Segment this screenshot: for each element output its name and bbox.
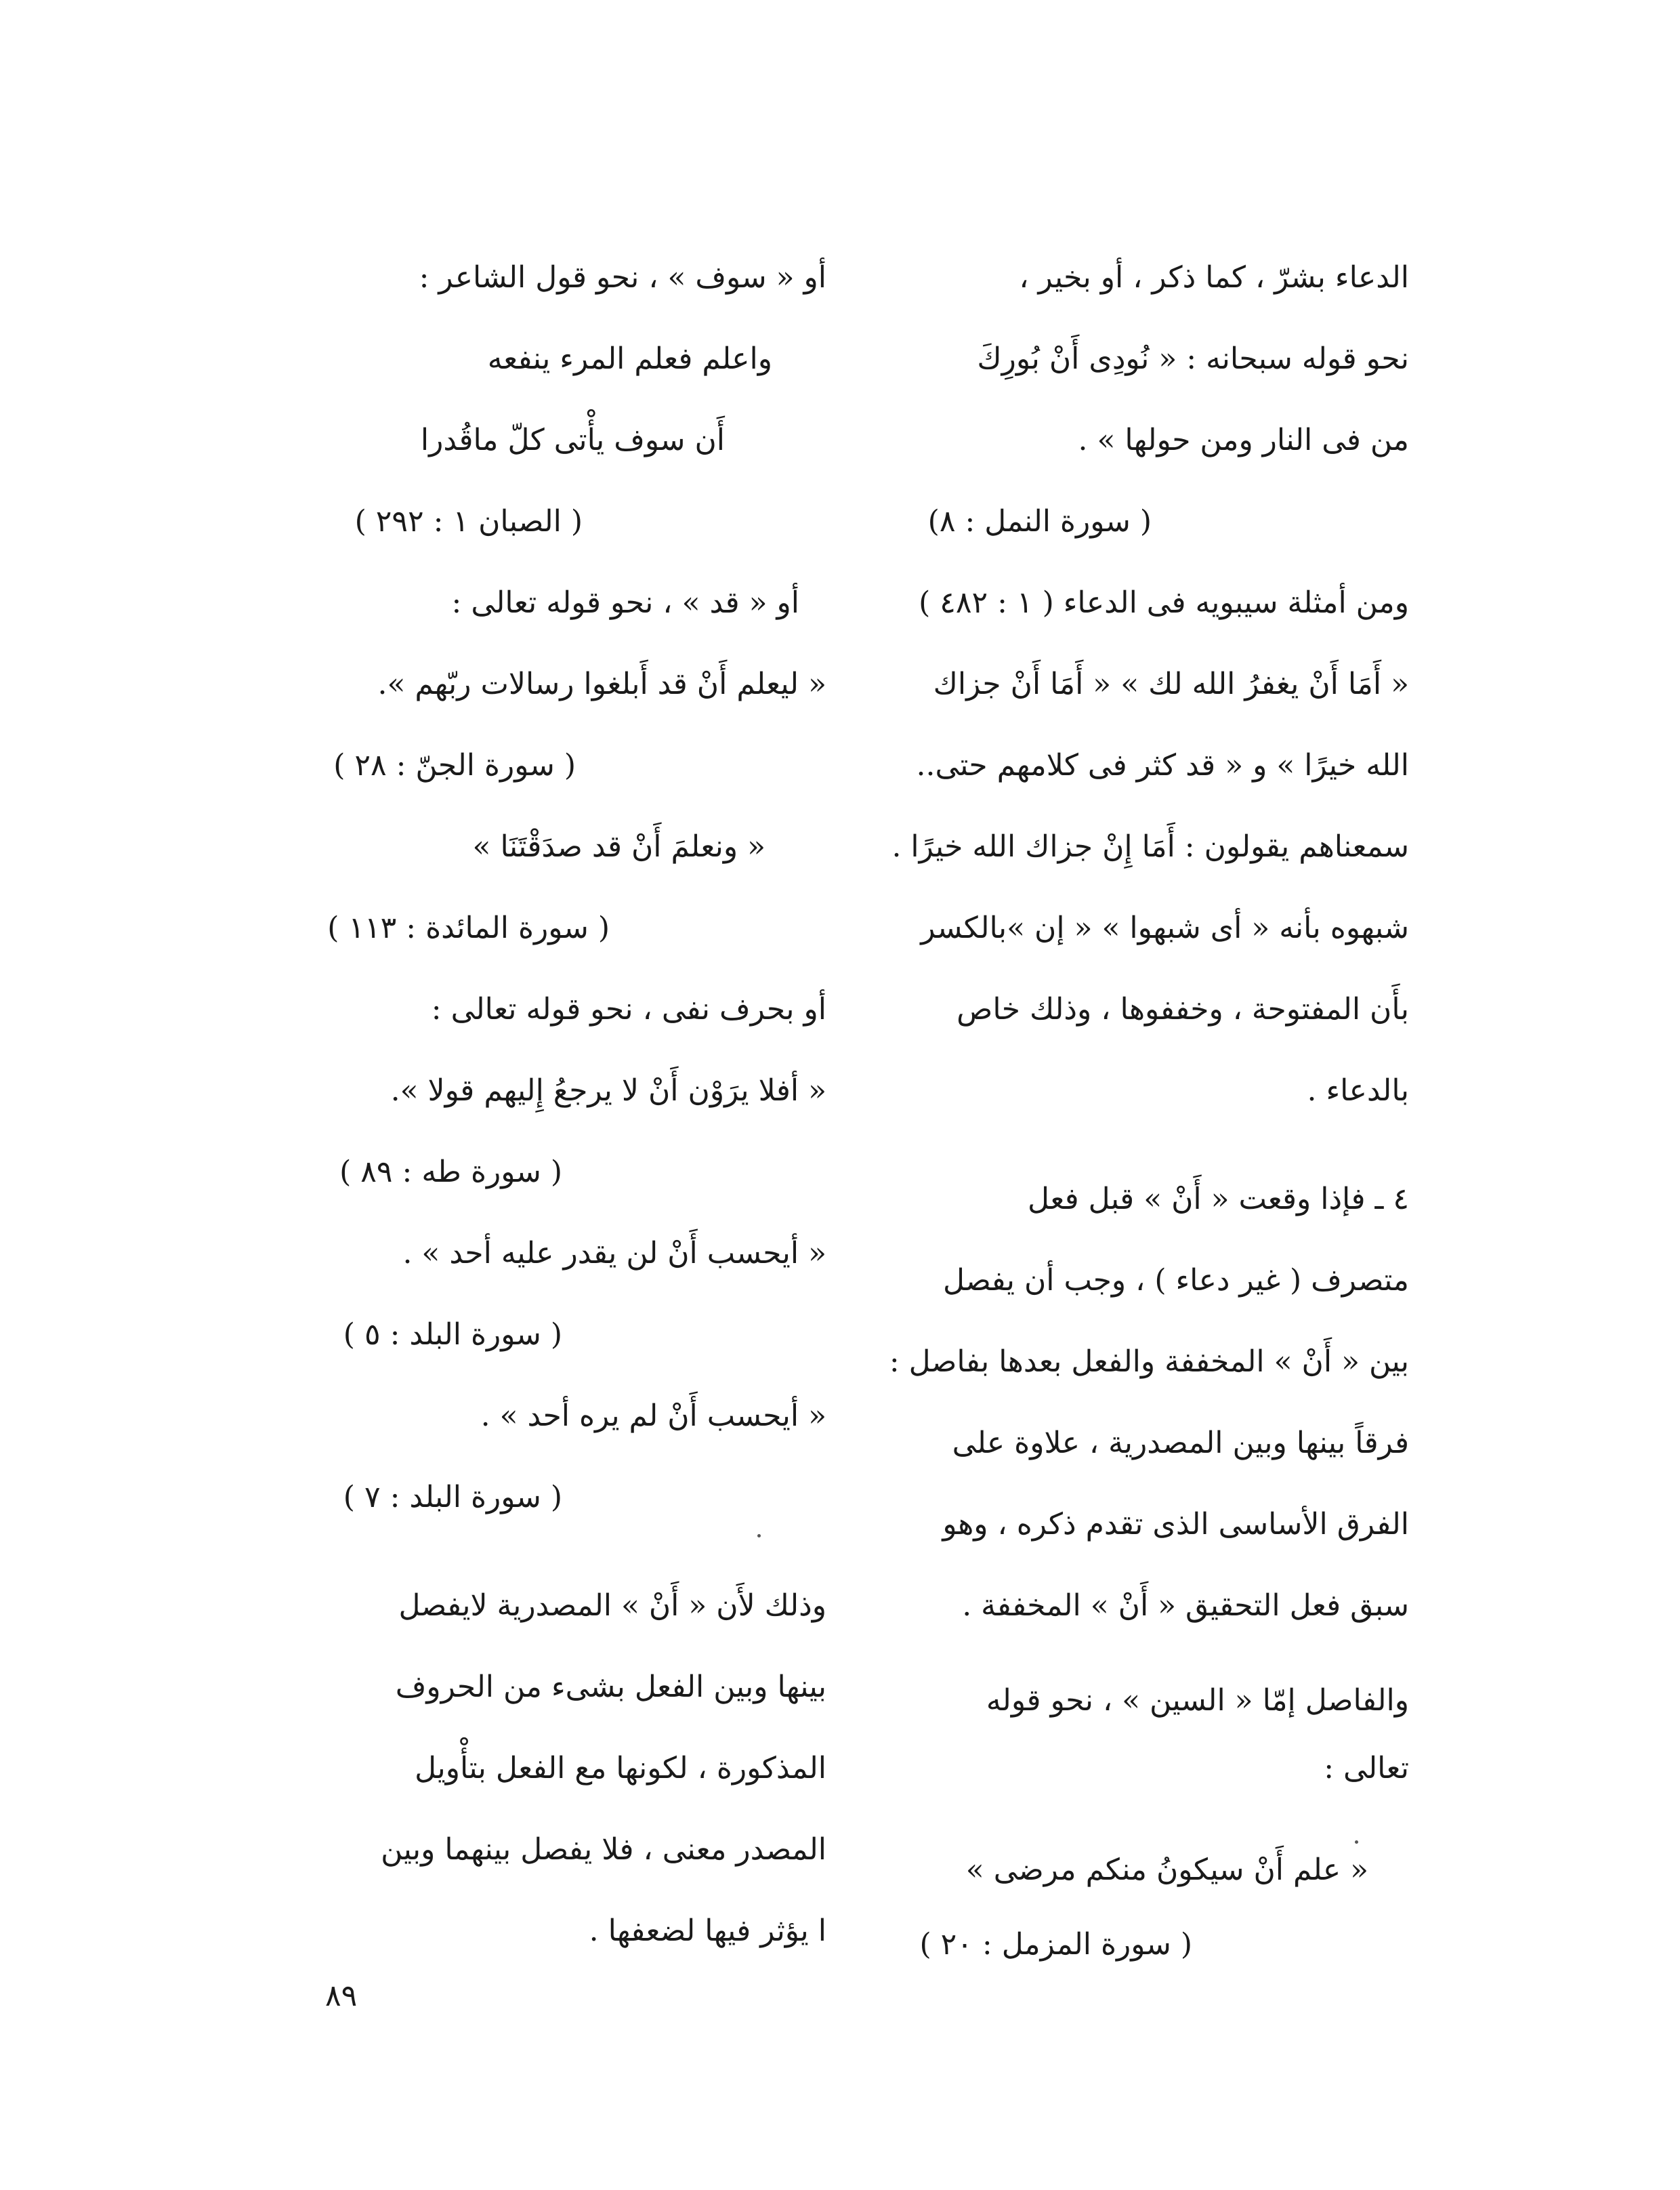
citation: ( سورة المزمل : ٢٠ ) [919,1927,1192,1962]
text-line: « أَمَا أَنْ يغفرُ الله لك » « أَمَا أَنْ جزاك [933,667,1409,701]
text-line: الدعاء بشرّ ، كما ذكر ، أو بخير ، [1019,260,1409,295]
quote-line: « أيحسب أَنْ لم يره أحد » . [480,1399,826,1433]
citation: ( سورة البلد : ٧ ) [343,1480,562,1514]
text-line: ا يؤثر فيها لضعفها . [589,1914,826,1948]
text-line: أو بحرف نفى ، نحو قوله تعالى : [431,992,826,1027]
verse-line: أَن سوف يأْتى كلّ ماقُدرا [420,423,725,457]
verse-line: واعلم فعلم المرء ينفعه [487,342,772,376]
text-line: تعالى : [1324,1751,1409,1785]
text-line: بالدعاء . [1307,1073,1409,1108]
text-line: المذكورة ، لكونها مع الفعل بتأْويل [415,1751,826,1785]
text-line: فرقاً بينها وبين المصدرية ، علاوة على [952,1426,1409,1460]
text-line: سبق فعل التحقيق « أَنْ » المخففة . [962,1588,1409,1623]
text-line: أو « قد » ، نحو قوله تعالى : [451,585,799,620]
quote-line: « ليعلم أَنْ قد أَبلغوا رسالات ربّهم ». [377,667,826,701]
text-line: متصرف ( غير دعاء ) ، وجب أن يفصل [943,1263,1409,1298]
citation: ( الصبان ١ : ٢٩٢ ) [354,504,583,539]
citation: ( سورة الجنّ : ٢٨ ) [333,748,576,783]
citation: ( سورة طه : ٨٩ ) [339,1155,562,1189]
citation: ( سورة البلد : ٥ ) [343,1317,562,1352]
text-line: الفرق الأساسى الذى تقدم ذكره ، وهو [942,1507,1409,1542]
quote-line: « علم أَنْ سيكونُ منكم مرضى » [965,1853,1368,1887]
text-line: والفاصل إمّا « السين » ، نحو قوله [986,1683,1409,1718]
text-line: أو « سوف » ، نحو قول الشاعر : [419,260,826,295]
scan-speck [1355,1840,1358,1844]
quote-line: « أيحسب أَنْ لن يقدر عليه أحد » . [402,1236,826,1270]
text-line: بينها وبين الفعل بشىء من الحروف [395,1670,826,1704]
text-line: وذلك لأَن « أَنْ » المصدرية لايفصل [398,1588,826,1623]
text-line: بأَن المفتوحة ، وخففوها ، وذلك خاص [957,992,1409,1027]
quote-line: « ونعلمَ أَنْ قد صدَقْتَنَا » [472,829,765,864]
text-line: من فى النار ومن حولها » . [1078,423,1409,457]
text-line: بين « أَنْ » المخففة والفعل بعدها بفاصل : [889,1344,1409,1379]
page-number: ٨٩ [325,1979,358,2013]
citation: ( سورة المائدة : ١١٣ ) [327,911,610,945]
scan-speck [757,1534,761,1537]
text-line: ومن أمثلة سيبويه فى الدعاء ( ١ : ٤٨٢ ) [919,585,1409,620]
text-line: المصدر معنى ، فلا يفصل بينهما وبين [381,1832,826,1867]
text-line: سمعناهم يقولون : أَمَا إِنْ جزاك الله خيرًا . [891,829,1409,864]
quote-line: « أفلا يرَوْن أَنْ لا يرجعُ إِليهم قولا ». [390,1073,826,1108]
citation: ( سورة النمل : ٨) [927,504,1152,539]
text-line: شبهوه بأنه « أى شبهوا » « إن »بالكسر [921,911,1409,945]
text-line: الله خيرًا » و « قد كثر فى كلامهم حتى.. [916,748,1409,783]
text-line: نحو قوله سبحانه : « نُودِى أَنْ بُورِكَ [977,342,1409,376]
text-line: ٤ ـ فإذا وقعت « أَنْ » قبل فعل [1028,1182,1409,1216]
